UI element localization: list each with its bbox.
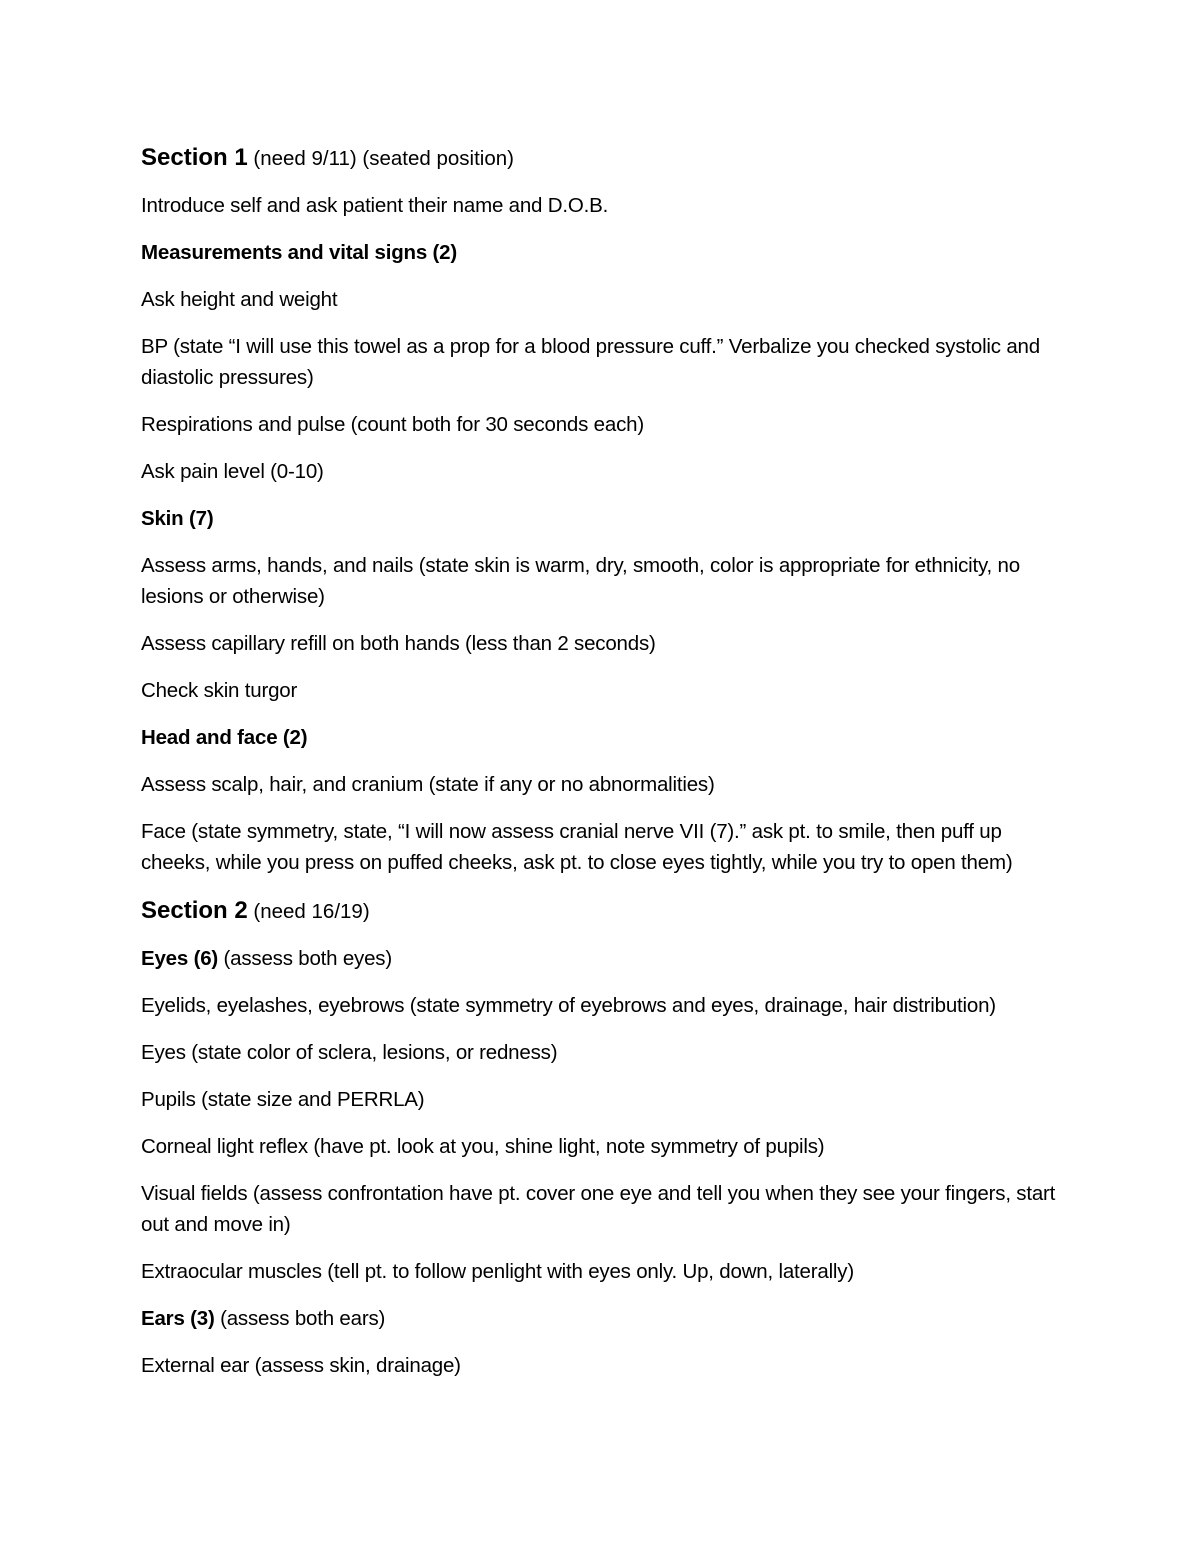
eyes-item: Eyelids, eyelashes, eyebrows (state symmetry of eyebrows and eyes, drainage, hair distribution) xyxy=(141,994,996,1017)
measurement-item: Ask height and weight xyxy=(141,288,338,311)
eyes-item: Corneal light reflex (have pt. look at you, shine light, note symmetry of pupils) xyxy=(141,1135,825,1158)
ears-item: External ear (assess skin, drainage) xyxy=(141,1354,461,1377)
document-body xyxy=(141,141,1071,1397)
skin-item: Assess arms, hands, and nails (state skin is warm, dry, smooth, color is appropriate for ethnicity, no lesions or otherwise) xyxy=(141,554,1020,608)
head-face-item: Assess scalp, hair, and cranium (state if any or no abnormalities) xyxy=(141,773,715,796)
head-face-heading: Head and face (2) xyxy=(141,726,308,749)
skin-item: Check skin turgor xyxy=(141,679,298,702)
skin-heading: Skin (7) xyxy=(141,507,214,530)
eyes-item: Pupils (state size and PERRLA) xyxy=(141,1088,425,1111)
head-face-item: Face (state symmetry, state, “I will now assess cranial nerve VII (7).” ask pt. to smile, then puff up cheeks, while you press on puffed cheeks, ask pt. to close eyes tightly, while you try to open them) xyxy=(141,820,1013,874)
section-1-heading xyxy=(141,141,1071,176)
eyes-item: Extraocular muscles (tell pt. to follow penlight with eyes only. Up, down, laterally) xyxy=(141,1260,854,1283)
eyes-heading: Eyes (6) xyxy=(141,947,219,970)
eyes-note: (assess both eyes) xyxy=(218,947,392,970)
measurements-heading: Measurements and vital signs (2) xyxy=(141,241,458,264)
ears-note: (assess both ears) xyxy=(214,1307,386,1330)
section-2-note: (need 16/19) xyxy=(247,900,370,923)
eyes-heading-line xyxy=(141,943,1071,974)
skin-item: Assess capillary refill on both hands (less than 2 seconds) xyxy=(141,632,656,655)
section-2-title: Section 2 xyxy=(141,897,248,924)
ears-heading: Ears (3) xyxy=(141,1307,215,1330)
measurement-item: Respirations and pulse (count both for 30 seconds each) xyxy=(141,413,644,436)
eyes-item: Visual fields (assess confrontation have pt. cover one eye and tell you when they see your fingers, start out and move in) xyxy=(141,1182,1056,1236)
section-1-title: Section 1 xyxy=(141,144,248,171)
measurement-item: Ask pain level (0-10) xyxy=(141,460,324,483)
section-1-note: (need 9/11) (seated position) xyxy=(247,147,514,170)
intro-line: Introduce self and ask patient their name and D.O.B. xyxy=(141,194,609,217)
measurement-item: BP (state “I will use this towel as a prop for a blood pressure cuff.” Verbalize you checked systolic and diastolic pressures) xyxy=(141,335,1040,389)
section-2-heading xyxy=(141,894,1071,929)
eyes-item: Eyes (state color of sclera, lesions, or redness) xyxy=(141,1041,558,1064)
ears-heading-line xyxy=(141,1303,1071,1334)
